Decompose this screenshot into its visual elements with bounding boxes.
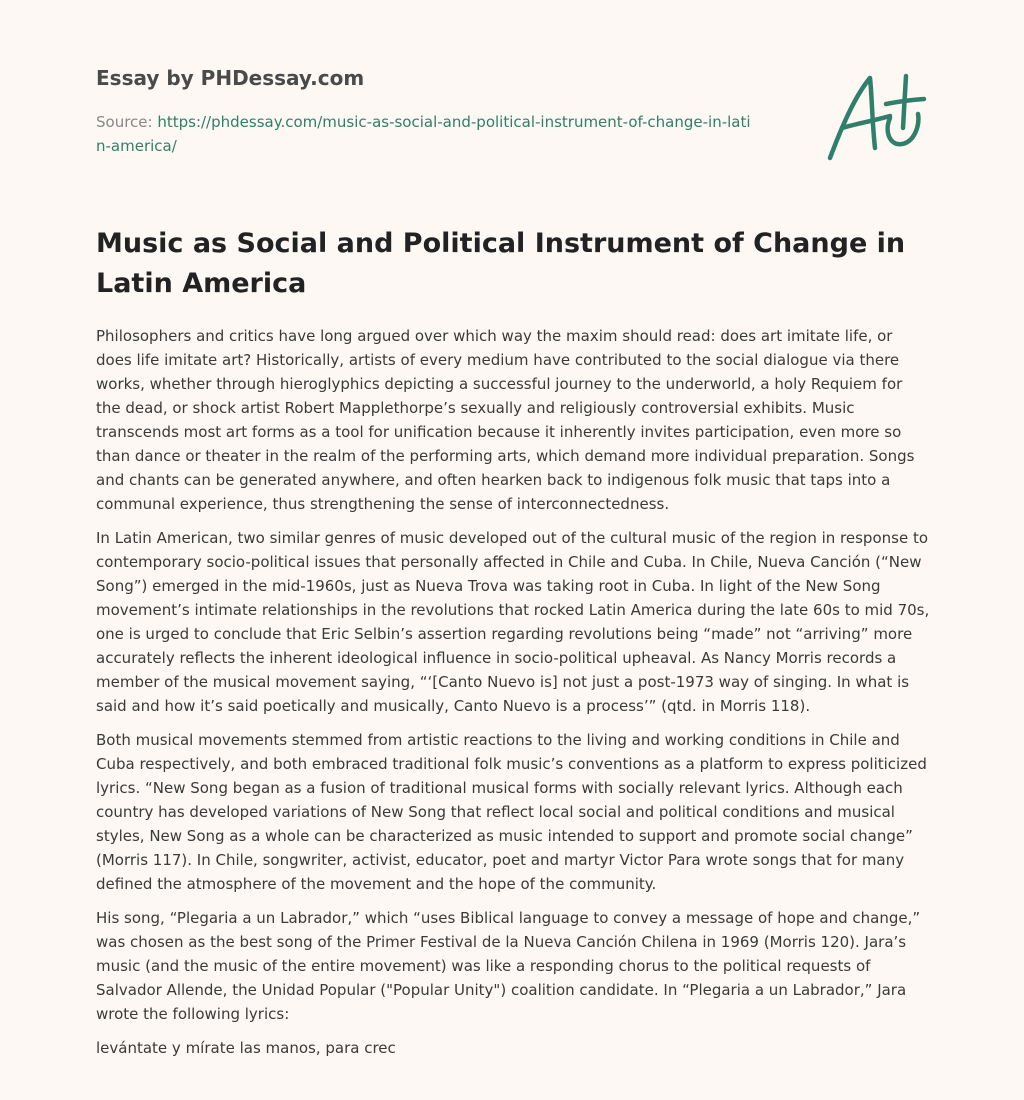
source-link[interactable]: https://phdessay.com/music-as-social-and-political-instrument-of-change-in-latin-america/: [96, 113, 751, 155]
source-line: [96, 110, 756, 158]
a-plus-logo-icon: [820, 66, 930, 166]
essay-paragraph: Both musical movements stemmed from artistic reactions to the living and working conditions in Chile and Cuba respectively, and both embraced traditional folk music’s conventions as a platform to express politicized lyrics. “New Song began as a fusion of traditional musical forms with socially relevant lyrics. Although each country has developed variations of New Song that reflect local social and political conditions and musical styles, New Song as a whole can be characterized as music intended to support and promote social change” (Morris 117). In Chile, songwriter, activist, educator, poet and martyr Victor Para wrote songs that for many defined the atmosphere of the movement and the hope of the community.: [96, 731, 927, 893]
essay-title: Music as Social and Political Instrument of Change in Latin America: [96, 228, 906, 299]
site-brand: Essay by PHDessay.com: [96, 66, 365, 90]
source-label: Source:: [96, 113, 158, 131]
essay-paragraph: In Latin American, two similar genres of music developed out of the cultural music of the region in response to contemporary socio-political issues that personally affected in Chile and Cuba. In Chile, Nueva Canción (“New Song”) emerged in the mid-1960s, just as Nueva Trova was taking root in Cuba. In light of the New Song movement’s intimate relationships in the revolutions that rocked Latin America during the late 60s to mid 70s, one is urged to conclude that Eric Selbin’s assertion regarding revolutions being “made” not “arriving” more accurately reflects the inherent ideological influence in socio-political upheaval. As Nancy Morris records a member of the musical movement saying, “‘[Canto Nuevo is] not just a post-1973 way of singing. In what is said and how it’s said poetically and musically, Canto Nuevo is a process’” (qtd. in Morris 118).: [96, 529, 930, 715]
essay-paragraph: Philosophers and critics have long argued over which way the maxim should read: does art imitate life, or does life imitate art? Historically, artists of every medium have contributed to the social dialogue via there works, whether through hieroglyphics depicting a successful journey to the underworld, a holy Requiem for the dead, or shock artist Robert Mapplethorpe’s sexually and religiously controversial exhibits. Music transcends most art forms as a tool for unification because it inherently invites participation, even more so than dance or theater in the realm of the performing arts, which demand more individual preparation. Songs and chants can be generated anywhere, and often hearken back to indigenous folk music that taps into a communal experience, thus strengthening the sense of interconnectedness.: [96, 327, 915, 513]
document-header: [96, 62, 796, 158]
essay-body: [96, 324, 930, 1070]
essay-paragraph: His song, “Plegaria a un Labrador,” which “uses Biblical language to convey a message of hope and change,” was chosen as the best song of the Primer Festival de la Nueva Canción Chilena in 1969 (Morris 120). Jara’s music (and the music of the entire movement) was like a responding chorus to the political requests of Salvador Allende, the Unidad Popular ("Popular Unity") coalition candidate. In “Plegaria a un Labrador,” Jara wrote the following lyrics:: [96, 909, 921, 1023]
lyrics-excerpt: levántate y mírate las manos, para crec: [96, 1039, 396, 1057]
